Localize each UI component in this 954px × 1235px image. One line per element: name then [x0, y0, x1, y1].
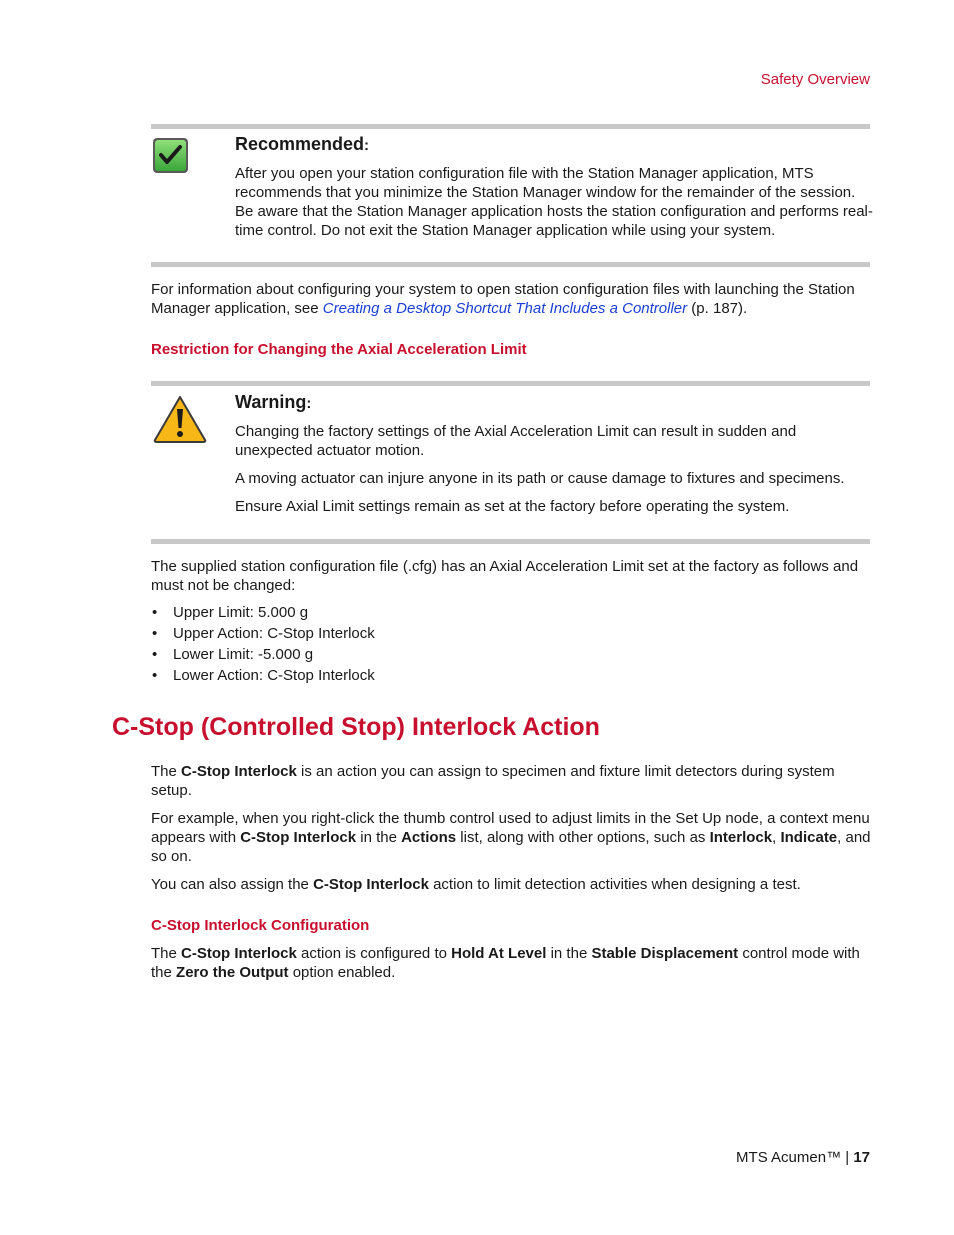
- recommended-body: [235, 164, 875, 249]
- warning-icon: [152, 394, 208, 449]
- footer-product: MTS Acumen™: [736, 1149, 842, 1166]
- restriction-heading: Restriction for Changing the Axial Acceleration Limit: [151, 341, 527, 358]
- section-body: [151, 762, 873, 903]
- warning-body: [235, 422, 875, 525]
- running-header: Safety Overview: [760, 71, 870, 88]
- info-paragraph: For information about configuring your system to open station configuration files with launching the Station Manager application, see Creating a Desktop Shortcut That Includes a Controller (p. 187).: [151, 281, 855, 317]
- section-paragraph: The C-Stop Interlock is an action you can assign to specimen and fixture limit detectors during system setup.: [151, 763, 835, 799]
- list-item: • Upper Limit: 5.000 g: [151, 603, 873, 624]
- page-number: 17: [853, 1149, 870, 1166]
- config-heading: C-Stop Interlock Configuration: [151, 917, 370, 934]
- section-heading: C-Stop (Controlled Stop) Interlock Action: [112, 713, 600, 741]
- warning-paragraph: Changing the factory settings of the Axial Acceleration Limit can result in sudden and unexpected actuator motion.: [235, 423, 797, 459]
- list-item: • Upper Action: C-Stop Interlock: [151, 624, 873, 645]
- limits-list: [151, 603, 873, 687]
- recommended-text: After you open your station configuration file with the Station Manager application, MTS recommends that you minimize the Station Manager window for the remainder of the session. Be aware that the Station Manager application hosts the station configuration and performs real-time control. Do not exit the Station Manager application while using your system.: [235, 165, 873, 239]
- recommended-title: Recommended:: [235, 134, 370, 154]
- warning-paragraph: A moving actuator can injure anyone in its path or cause damage to fixtures and specimens.: [235, 470, 845, 487]
- list-item: • Lower Action: C-Stop Interlock: [151, 666, 873, 687]
- config-paragraph: The C-Stop Interlock action is configured to Hold At Level in the Stable Displacement control mode with the Zero the Output option enabled.: [151, 945, 860, 981]
- note-top-rule: [151, 124, 870, 129]
- warning-bottom-rule: [151, 539, 870, 544]
- warning-top-rule: [151, 381, 870, 386]
- checkmark-icon: [152, 137, 189, 179]
- section-paragraph: You can also assign the C-Stop Interlock action to limit detection activities when designing a test.: [151, 876, 801, 893]
- note-bottom-rule: [151, 262, 870, 267]
- desktop-shortcut-link[interactable]: Creating a Desktop Shortcut That Includes a Controller: [322, 300, 688, 317]
- cfg-paragraph: The supplied station configuration file (.cfg) has an Axial Acceleration Limit set at the factory as follows and must not be changed:: [151, 558, 859, 594]
- section-paragraph: For example, when you right-click the thumb control used to adjust limits in the Set Up node, a context menu appears with C-Stop Interlock in the Actions list, along with other options, such as Interlock, Indicate, and so on.: [151, 810, 871, 865]
- page-footer: MTS Acumen™ | 17: [736, 1149, 870, 1166]
- warning-paragraph: Ensure Axial Limit settings remain as set at the factory before operating the system.: [235, 498, 790, 515]
- list-item: • Lower Limit: -5.000 g: [151, 645, 873, 666]
- warning-title: Warning:: [235, 392, 312, 412]
